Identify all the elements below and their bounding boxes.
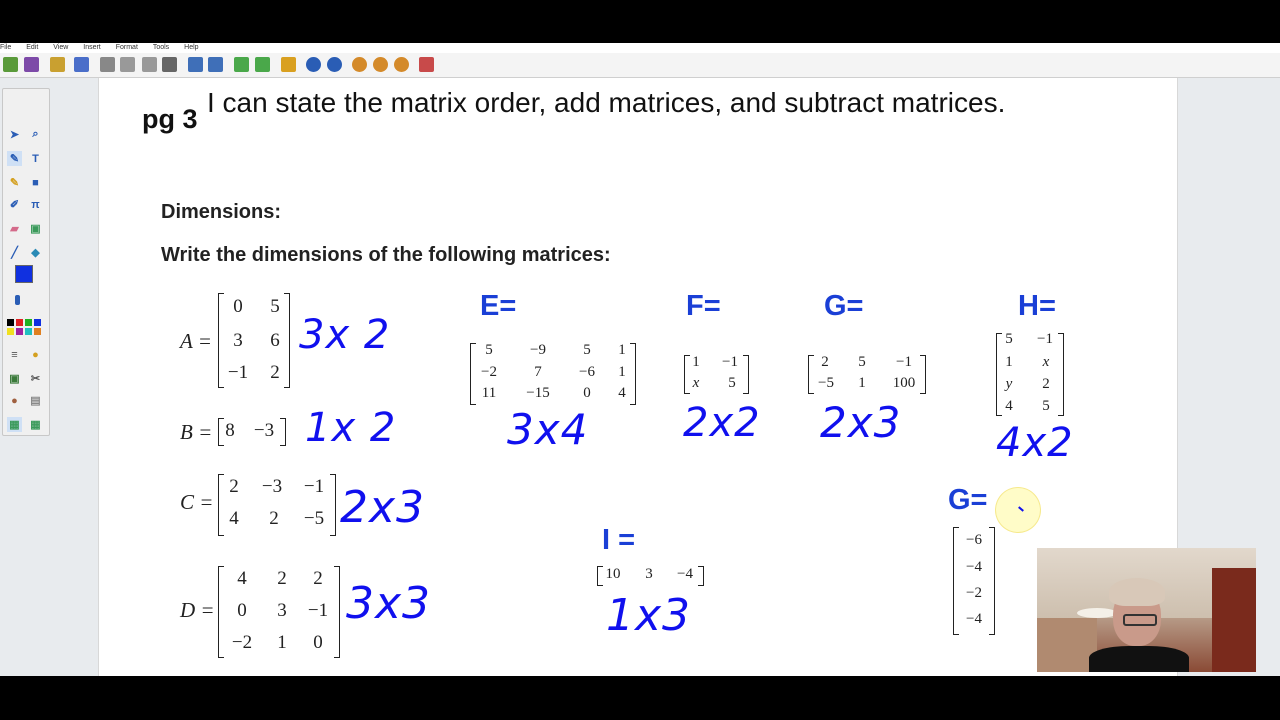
matrix-b-right-bracket — [280, 418, 286, 446]
matrix-g-cell: 100 — [892, 375, 916, 391]
webcam-person-hair — [1109, 578, 1165, 606]
matrix-a-name: A — [180, 329, 193, 353]
print-icon[interactable] — [50, 57, 65, 72]
matrix-e-cell: −6 — [579, 364, 595, 380]
matrix-d-cell: 0 — [237, 600, 247, 621]
color-yellow[interactable] — [7, 328, 14, 335]
matrix-d-cell: 0 — [313, 632, 323, 653]
matrix-e-cell: −9 — [530, 342, 546, 358]
matrix-d-cell: 1 — [277, 632, 287, 653]
delete-icon[interactable] — [162, 57, 177, 72]
screen-shade-icon[interactable] — [419, 57, 434, 72]
video-bottom-letterbox — [0, 676, 1280, 720]
matrix-e-cell: 0 — [583, 385, 591, 401]
webcam-overlay — [1037, 548, 1256, 672]
redo-icon[interactable] — [208, 57, 223, 72]
matrix-b-name: B — [180, 420, 193, 444]
matrix-c-cell: −5 — [303, 508, 325, 529]
matrix-e-label: E= — [480, 290, 517, 322]
screen-icon[interactable]: ▤ — [30, 395, 41, 407]
current-color-swatch[interactable] — [15, 265, 33, 283]
pen-cursor-highlight — [995, 487, 1041, 533]
color-orange[interactable] — [34, 328, 41, 335]
open-icon[interactable] — [3, 57, 18, 72]
matrix-e-right-bracket — [630, 343, 636, 405]
matrix-f-cell: 5 — [728, 375, 736, 391]
matrix-f-cell: 1 — [692, 354, 700, 370]
paste-icon[interactable] — [142, 57, 157, 72]
video-top-letterbox — [0, 0, 1280, 43]
instruction-text: Write the dimensions of the following matrices: — [161, 244, 611, 266]
page-number-label: pg 3 — [142, 104, 198, 134]
zoom-in-icon[interactable] — [373, 57, 388, 72]
menu-insert[interactable]: Insert — [83, 44, 101, 51]
menu-help[interactable]: Help — [184, 44, 199, 51]
matrix-d-cell: −1 — [307, 600, 329, 621]
matrix-h-cell: 1 — [1005, 354, 1013, 370]
webcam-person-shirt — [1089, 646, 1189, 672]
select-icon[interactable]: ➤ — [9, 129, 20, 141]
matrix-a-cell: 0 — [233, 296, 243, 317]
matrix-d-cell: 3 — [277, 600, 287, 621]
line-icon[interactable]: ╱ — [11, 247, 18, 259]
answer-i-handwritten: 1x3 — [606, 590, 692, 641]
matrix-e-cell: 11 — [481, 385, 497, 401]
color-green[interactable] — [25, 319, 32, 326]
matrix-d-cell: 4 — [237, 568, 247, 589]
matrix-i-cell: −4 — [677, 566, 693, 582]
matrix-e-cell: 4 — [618, 385, 626, 401]
menu-bar — [0, 43, 1280, 53]
matrix-c-cell: 2 — [229, 476, 239, 497]
image-icon[interactable]: ▣ — [30, 223, 41, 235]
matrix-g-label: G= — [824, 290, 864, 322]
webcam-door — [1212, 568, 1256, 672]
learning-objective: I can state the matrix order, add matrices, and subtract matrices. — [207, 87, 1006, 118]
matrix-e-cell: −2 — [481, 364, 497, 380]
tool-palette — [2, 88, 50, 436]
zoom-tool-icon[interactable]: ⌕ — [32, 128, 39, 140]
matrix-h-cell: 2 — [1042, 376, 1050, 392]
matrix-g-cell: 1 — [858, 375, 866, 391]
matrix-g2-cell: −4 — [966, 611, 982, 627]
shape-icon[interactable]: ■ — [32, 176, 39, 189]
matrix-d-cell: 2 — [277, 568, 287, 589]
fill-icon[interactable]: ◆ — [31, 247, 40, 259]
matrix-i-cell: 3 — [645, 566, 653, 582]
magic-icon[interactable]: ▦ — [7, 417, 22, 432]
answer-f-handwritten: 2x2 — [683, 400, 761, 446]
answer-b-handwritten: 1x 2 — [305, 405, 397, 451]
matrix-a-cell: 2 — [270, 362, 280, 383]
highlighter-icon[interactable]: ✎ — [9, 177, 20, 189]
menu-edit[interactable]: Edit — [26, 44, 39, 51]
matrix-g2-cell: −4 — [966, 559, 982, 575]
matrix-a-cell: 6 — [270, 330, 280, 351]
matrix-c-cell: 4 — [229, 508, 239, 529]
answer-e-handwritten: 3x4 — [507, 405, 589, 454]
matrix-a-cell: 5 — [270, 296, 280, 317]
section-heading: Dimensions: — [161, 201, 282, 223]
save-icon[interactable] — [24, 57, 39, 72]
matrix-c-cell: −3 — [261, 476, 283, 497]
matrix-h-cell: y — [1005, 376, 1013, 392]
matrix-g-right-bracket — [920, 355, 926, 394]
webcam-person-glasses — [1123, 614, 1157, 626]
matrix-i-label: I = — [602, 524, 636, 556]
matrix-f-right-bracket — [743, 355, 749, 394]
matrix-d-right-bracket — [334, 566, 340, 658]
pen-icon[interactable]: ✎ — [7, 151, 22, 166]
color-red[interactable] — [16, 319, 23, 326]
previous-page-icon[interactable] — [306, 57, 321, 72]
matrix-d-name: D — [180, 598, 196, 622]
matrix-f-cell: −1 — [722, 354, 738, 370]
gallery-icon[interactable] — [281, 57, 296, 72]
line-style-icon[interactable]: ≡ — [11, 348, 18, 361]
matrix-h-cell: 5 — [1005, 331, 1013, 347]
matrix-b-cell: 8 — [225, 420, 235, 441]
cut-icon[interactable] — [100, 57, 115, 72]
scissors-icon[interactable]: ✂ — [30, 373, 41, 385]
answer-g-handwritten: 2x3 — [820, 398, 902, 447]
matrix-h-cell: x — [1042, 354, 1050, 370]
matrix-c-cell: −1 — [303, 476, 325, 497]
matrix-g2-cell: −2 — [966, 585, 982, 601]
matrix-e-cell: 5 — [583, 342, 591, 358]
matrix-e-cell: 1 — [618, 342, 626, 358]
matrix-e-cell: 7 — [534, 364, 542, 380]
matrix-f-cell: x — [692, 375, 700, 391]
line-width-slider[interactable] — [15, 295, 20, 305]
matrix-g-cell: −1 — [896, 354, 912, 370]
main-toolbar — [0, 53, 1280, 78]
table-icon[interactable]: ▦ — [30, 419, 41, 431]
matrix-f-label: F= — [686, 290, 721, 322]
answer-c-handwritten: 2x3 — [340, 482, 426, 533]
matrix-d-cell: 2 — [313, 568, 323, 589]
duplicate-page-icon[interactable] — [255, 57, 270, 72]
matrix-c-right-bracket — [330, 474, 336, 536]
color-purple[interactable] — [16, 328, 23, 335]
answer-d-handwritten: 3x3 — [346, 578, 432, 629]
matrix-a-cell: −1 — [227, 362, 249, 383]
creative-pen-icon[interactable]: ✐ — [9, 199, 20, 211]
page-settings-icon[interactable] — [74, 57, 89, 72]
matrix-h-right-bracket — [1058, 333, 1064, 416]
webcam-light — [1077, 608, 1117, 618]
matrix-e-cell: −15 — [526, 385, 550, 401]
webcam-wall-shadow — [1037, 618, 1097, 672]
matrix-h-cell: 5 — [1042, 398, 1050, 414]
menu-tools[interactable]: Tools — [152, 44, 170, 51]
matrix-a-cell: 3 — [233, 330, 243, 351]
color-blue[interactable] — [34, 319, 41, 326]
eraser-icon[interactable]: ▰ — [10, 223, 19, 235]
matrix-c-name: C — [180, 490, 195, 514]
capture-icon[interactable]: ▣ — [9, 373, 20, 385]
matrix-e-cell: 1 — [618, 364, 626, 380]
answer-h-handwritten: 4x2 — [996, 420, 1074, 466]
matrix-i-cell: 10 — [605, 566, 621, 582]
properties-icon[interactable]: ● — [32, 348, 39, 361]
copy-icon[interactable] — [120, 57, 135, 72]
color-black[interactable] — [7, 319, 14, 326]
menu-view[interactable]: View — [53, 44, 69, 51]
next-page-icon[interactable] — [327, 57, 342, 72]
matrix-g2-label: G= — [948, 484, 988, 516]
stamp-icon[interactable]: ● — [11, 394, 18, 407]
matrix-h-cell: −1 — [1037, 331, 1053, 347]
undo-icon[interactable] — [188, 57, 203, 72]
matrix-a-right-bracket — [284, 293, 290, 388]
color-cyan[interactable] — [25, 328, 32, 335]
matrix-g-cell: 2 — [821, 354, 829, 370]
pen-tip-icon — [1018, 506, 1024, 511]
zoom-out-icon[interactable] — [394, 57, 409, 72]
matrix-d-left-bracket — [218, 566, 224, 658]
answer-a-handwritten: 3x 2 — [299, 312, 391, 358]
matrix-e-cell: 5 — [485, 342, 493, 358]
right-panel-strip — [1258, 78, 1280, 676]
math-icon[interactable]: π — [31, 198, 40, 211]
matrix-g-cell: 5 — [858, 354, 866, 370]
matrix-i-right-bracket — [698, 566, 704, 586]
text-icon[interactable]: T — [32, 152, 39, 165]
matrix-g2-cell: −6 — [966, 532, 982, 548]
add-page-icon[interactable] — [234, 57, 249, 72]
matrix-d-cell: −2 — [231, 632, 253, 653]
matrix-g2-right-bracket — [989, 527, 995, 635]
matrix-h-cell: 4 — [1005, 398, 1013, 414]
matrix-h-label: H= — [1018, 290, 1056, 322]
matrix-g-cell: −5 — [818, 375, 834, 391]
menu-format[interactable]: Format — [115, 44, 138, 51]
zoom-icon[interactable] — [352, 57, 367, 72]
matrix-b-cell: −3 — [253, 420, 275, 441]
menu-file[interactable]: File — [0, 44, 12, 51]
matrix-c-cell: 2 — [269, 508, 279, 529]
